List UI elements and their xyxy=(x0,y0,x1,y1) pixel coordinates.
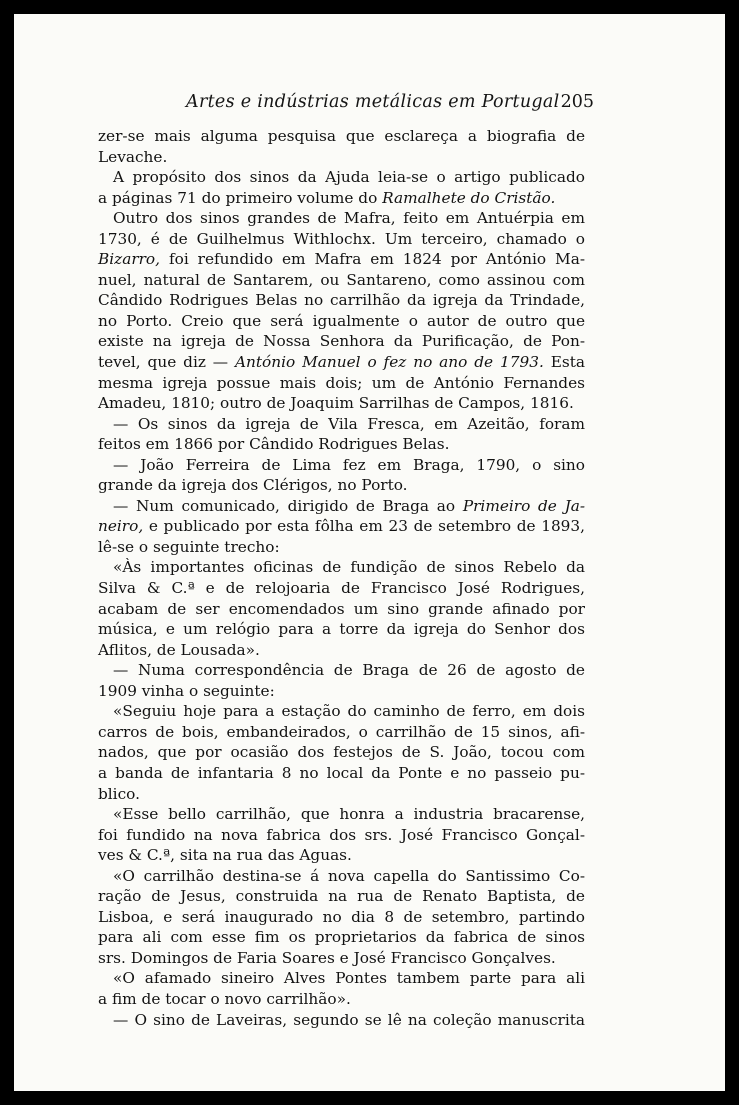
text-line xyxy=(98,742,585,763)
line-text: «O afamado sineiro Alves Pontes tambem parte para ali xyxy=(113,969,585,988)
text-line xyxy=(98,434,585,455)
text-line xyxy=(98,393,585,414)
text-line xyxy=(98,557,585,578)
page-number: 205 xyxy=(560,92,594,112)
line-text: — Numa correspondência de Braga de 26 de agosto de xyxy=(113,661,585,680)
body-text xyxy=(98,126,585,1030)
line-text: blico. xyxy=(98,784,140,803)
line-text: foi fundido na nova fabrica dos srs. José Francisco Gonçal- xyxy=(98,825,585,844)
line-text: A propósito dos sinos da Ajuda leia-se o artigo publicado xyxy=(113,168,585,187)
line-text: para ali com esse fim os proprietarios da fabrica de sinos xyxy=(98,928,585,947)
text-line xyxy=(98,660,585,681)
text-line xyxy=(98,640,585,661)
italic-text: neiro, xyxy=(98,517,144,536)
text-line xyxy=(98,681,585,702)
text-line xyxy=(98,619,585,640)
line-text: Lisboa, e será inaugurado no dia 8 de setembro, partindo xyxy=(98,907,585,926)
text-line xyxy=(98,701,585,722)
line-text: zer-se mais alguma pesquisa que esclareça a biografia de xyxy=(98,127,585,145)
page-header xyxy=(164,92,594,118)
text-line xyxy=(98,599,585,620)
line-text: 1730, é de Guilhelmus Withlochx. Um terceiro, chamado o xyxy=(98,229,585,248)
line-text: existe na igreja de Nossa Senhora da Purificação, de Pon- xyxy=(98,332,585,351)
text-line xyxy=(98,763,585,784)
text-line xyxy=(98,578,585,599)
text-line xyxy=(98,352,585,373)
line-text: carros de bois, embandeirados, o carrilhão de 15 sinos, afi- xyxy=(98,722,585,741)
running-title: Artes e indústrias metálicas em Portugal xyxy=(186,92,560,112)
line-text: a fim de tocar o novo carrilhão». xyxy=(98,989,351,1008)
line-text: — Num comunicado, dirigido de Braga ao xyxy=(113,496,463,515)
text-line xyxy=(98,804,585,825)
text-line xyxy=(98,270,585,291)
line-text: — Os sinos da igreja de Vila Fresca, em Azeitão, foram xyxy=(113,414,585,433)
text-line xyxy=(98,968,585,989)
text-line xyxy=(98,537,585,558)
line-text: 1909 vinha o seguinte: xyxy=(98,681,275,700)
line-text: a páginas 71 do primeiro volume do xyxy=(98,188,383,207)
line-text: srs. Domingos de Faria Soares e José Francisco Gonçalves. xyxy=(98,948,556,967)
text-line xyxy=(98,825,585,846)
line-text: mesma igreja possue mais dois; um de António Fernandes xyxy=(98,373,585,392)
line-text: ração de Jesus, construida na rua de Renato Baptista, de xyxy=(98,887,585,906)
text-line xyxy=(98,167,585,188)
text-line xyxy=(98,948,585,969)
line-text: feitos em 1866 por Cândido Rodrigues Belas. xyxy=(98,435,450,454)
text-line xyxy=(98,784,585,805)
text-line xyxy=(98,208,585,229)
text-line xyxy=(98,331,585,352)
text-line xyxy=(98,516,585,537)
line-text: «Esse bello carrilhão, que honra a industria bracarense, xyxy=(113,805,585,824)
text-line xyxy=(98,290,585,311)
line-text: música, e um relógio para a torre da igreja do Senhor dos xyxy=(98,620,585,639)
text-line xyxy=(98,866,585,887)
line-text: a banda de infantaria 8 no local da Ponte e no passeio pu- xyxy=(98,763,585,782)
line-text: Levache. xyxy=(98,147,168,166)
text-line xyxy=(98,229,585,250)
italic-text: Primeiro de Ja- xyxy=(462,496,585,515)
text-line xyxy=(98,414,585,435)
text-line xyxy=(98,249,585,270)
text-line xyxy=(98,886,585,907)
text-line xyxy=(98,373,585,394)
text-line xyxy=(98,188,585,209)
line-text: Aflitos, de Lousada». xyxy=(98,640,260,659)
line-text: — João Ferreira de Lima fez em Braga, 1790, o sino xyxy=(113,455,585,474)
book-page xyxy=(14,14,725,1091)
line-text: «Às importantes oficinas de fundição de sinos Rebelo da xyxy=(113,558,585,577)
line-text: tevel, que diz — xyxy=(98,353,235,372)
text-line xyxy=(98,907,585,928)
text-line xyxy=(98,496,585,517)
line-text: «O carrilhão destina-se á nova capella do Santissimo Co- xyxy=(113,866,585,885)
text-line xyxy=(98,126,585,147)
text-line xyxy=(98,311,585,332)
line-text: grande da igreja dos Clérigos, no Porto. xyxy=(98,476,408,495)
line-text: ves & C.ª, sita na rua das Aguas. xyxy=(98,846,352,865)
line-text: no Porto. Creio que será igualmente o autor de outro que xyxy=(98,311,585,330)
line-text-after: foi refundido em Mafra em 1824 por António Ma- xyxy=(160,250,585,269)
line-text-after: e publicado por esta fôlha em 23 de setembro de 1893, xyxy=(143,517,585,536)
text-line xyxy=(98,927,585,948)
italic-text: António Manuel o fez no ano de 1793. xyxy=(235,353,544,372)
text-line xyxy=(98,722,585,743)
line-text: — O sino de Laveiras, segundo se lê na coleção manuscrita xyxy=(113,1010,585,1029)
line-text-after: Esta xyxy=(543,353,585,372)
italic-text: Ramalhete do Cristão. xyxy=(382,188,556,207)
text-line xyxy=(98,475,585,496)
text-line xyxy=(98,147,585,168)
line-text: nuel, natural de Santarem, ou Santareno, como assinou com xyxy=(98,270,585,289)
text-line xyxy=(98,989,585,1010)
text-line xyxy=(98,455,585,476)
line-text: nados, que por ocasião dos festejos de S. João, tocou com xyxy=(98,743,585,762)
line-text: acabam de ser encomendados um sino grande afinado por xyxy=(98,599,585,618)
line-text: Cândido Rodrigues Belas no carrilhão da igreja da Trindade, xyxy=(98,291,585,310)
line-text: Silva & C.ª e de relojoaria de Francisco José Rodrigues, xyxy=(98,579,585,598)
line-text: «Seguiu hoje para a estação do caminho de ferro, em dois xyxy=(113,702,585,721)
text-line xyxy=(98,845,585,866)
text-line xyxy=(98,1010,585,1031)
line-text: Amadeu, 1810; outro de Joaquim Sarrilhas de Campos, 1816. xyxy=(98,394,574,413)
line-text: lê-se o seguinte trecho: xyxy=(98,537,280,556)
line-text: Outro dos sinos grandes de Mafra, feito em Antuérpia em xyxy=(113,209,585,228)
italic-text: Bizarro, xyxy=(98,250,161,269)
